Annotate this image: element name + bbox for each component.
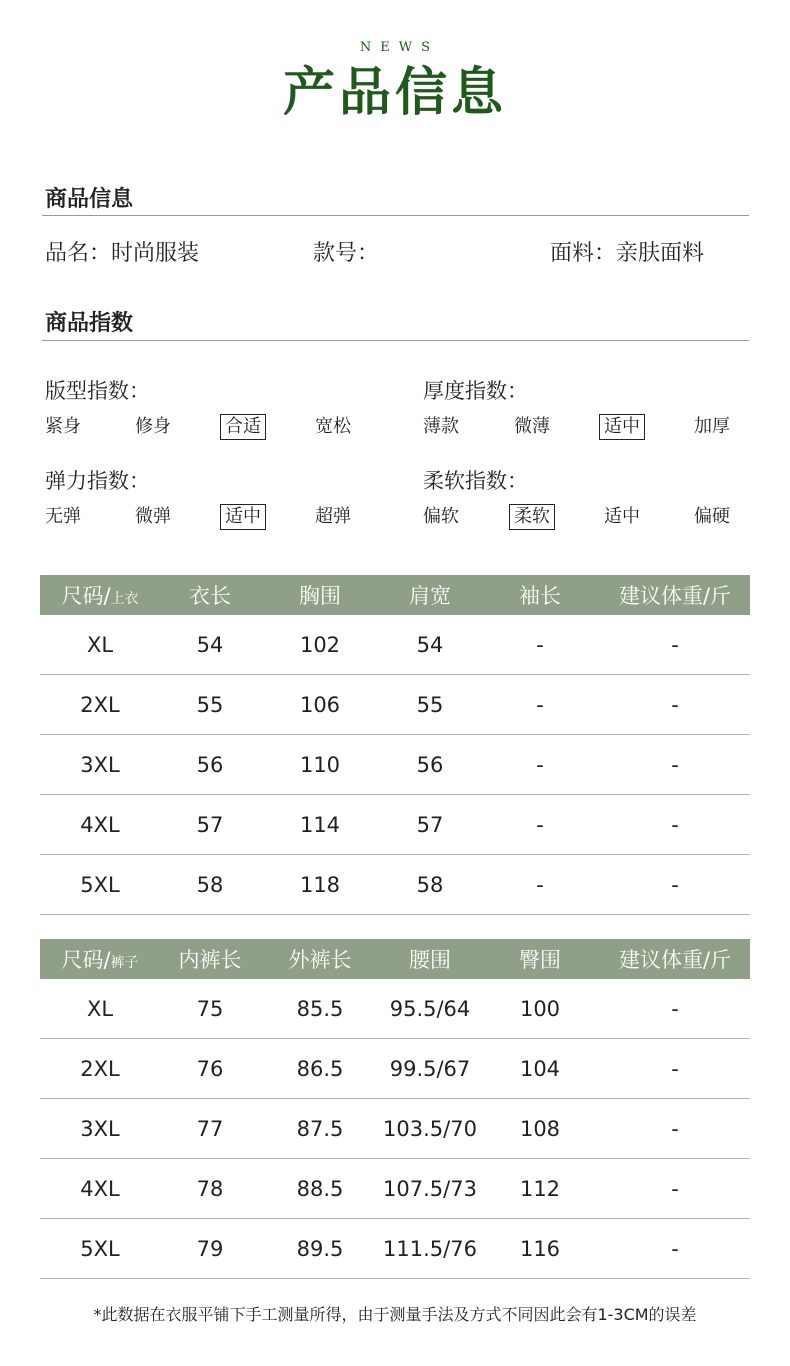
- softness-option-selected: 柔软: [509, 504, 555, 530]
- elasticity-option-selected: 适中: [220, 504, 266, 530]
- fit-option: 宽松: [315, 416, 351, 437]
- table-cell: -: [600, 1159, 750, 1219]
- softness-option: 偏硬: [694, 506, 730, 527]
- fit-option: 修身: [135, 416, 171, 437]
- column-header: 建议体重/斤: [600, 575, 750, 615]
- index-heading: 商品指数: [45, 311, 134, 336]
- elasticity-option: 无弹: [45, 506, 81, 527]
- table-row: [40, 1099, 750, 1159]
- table-row: [40, 795, 750, 855]
- table-cell: -: [600, 855, 750, 915]
- fit-option: 紧身: [45, 416, 81, 437]
- column-header: 建议体重/斤: [600, 939, 750, 979]
- table-cell: -: [600, 1099, 750, 1159]
- fabric: 面料：亲肤面料: [550, 241, 705, 266]
- table-cell: 111.5/76: [380, 1219, 480, 1279]
- table-cell: 112: [480, 1159, 600, 1219]
- table-cell: 77: [160, 1099, 260, 1159]
- column-header: 外裤长: [260, 939, 380, 979]
- table-cell: 57: [160, 795, 260, 855]
- size-column-header: 尺码/上衣: [40, 575, 160, 615]
- table-cell: 55: [160, 675, 260, 735]
- table-cell: 99.5/67: [380, 1039, 480, 1099]
- softness-option: 偏软: [423, 506, 459, 527]
- table-cell: 79: [160, 1219, 260, 1279]
- table-header-row: [40, 575, 750, 615]
- table-row: [40, 675, 750, 735]
- thickness-option: 微薄: [514, 416, 550, 437]
- table-row: [40, 615, 750, 675]
- table-cell: XL: [40, 979, 160, 1039]
- thickness-option: 加厚: [694, 416, 730, 437]
- table-cell: 4XL: [40, 795, 160, 855]
- table-cell: 4XL: [40, 1159, 160, 1219]
- table-cell: -: [480, 795, 600, 855]
- table-cell: -: [600, 795, 750, 855]
- column-header: 肩宽: [380, 575, 480, 615]
- pants-size-table: [40, 939, 750, 1279]
- table-row: [40, 1159, 750, 1219]
- table-cell: 87.5: [260, 1099, 380, 1159]
- table-cell: 89.5: [260, 1219, 380, 1279]
- table-cell: -: [600, 675, 750, 735]
- table-cell: 108: [480, 1099, 600, 1159]
- table-cell: 5XL: [40, 1219, 160, 1279]
- table-header-row: [40, 939, 750, 979]
- thickness-index-title: 厚度指数：: [423, 379, 528, 403]
- news-kicker: NEWS: [359, 40, 440, 55]
- table-row: [40, 979, 750, 1039]
- table-cell: 75: [160, 979, 260, 1039]
- table-row: [40, 1039, 750, 1099]
- table-cell: -: [600, 615, 750, 675]
- column-header: 袖长: [480, 575, 600, 615]
- table-cell: 114: [260, 795, 380, 855]
- table-cell: -: [480, 735, 600, 795]
- column-header: 腰围: [380, 939, 480, 979]
- table-cell: 86.5: [260, 1039, 380, 1099]
- column-header: 内裤长: [160, 939, 260, 979]
- table-cell: 54: [380, 615, 480, 675]
- table-cell: 76: [160, 1039, 260, 1099]
- table-cell: -: [480, 615, 600, 675]
- table-cell: -: [600, 1039, 750, 1099]
- measurement-footnote: *此数据在衣服平铺下手工测量所得，由于测量手法及方式不同因此会有1-3CM的误差: [93, 1305, 697, 1324]
- table-cell: 57: [380, 795, 480, 855]
- column-header: 胸围: [260, 575, 380, 615]
- table-cell: -: [600, 1219, 750, 1279]
- table-cell: XL: [40, 615, 160, 675]
- fit-index-title: 版型指数：: [45, 379, 150, 403]
- style-number: 款号：: [313, 241, 380, 266]
- table-cell: -: [600, 979, 750, 1039]
- elasticity-index-title: 弹力指数：: [45, 469, 150, 493]
- table-cell: 3XL: [40, 1099, 160, 1159]
- softness-index-title: 柔软指数：: [423, 469, 528, 493]
- table-cell: 58: [160, 855, 260, 915]
- table-cell: -: [480, 855, 600, 915]
- column-header: 衣长: [160, 575, 260, 615]
- table-cell: 3XL: [40, 735, 160, 795]
- softness-option: 适中: [604, 506, 640, 527]
- divider: [42, 340, 749, 341]
- table-cell: -: [480, 675, 600, 735]
- table-cell: 55: [380, 675, 480, 735]
- elasticity-option: 超弹: [315, 506, 351, 527]
- table-row: [40, 735, 750, 795]
- table-cell: 54: [160, 615, 260, 675]
- table-cell: 78: [160, 1159, 260, 1219]
- column-header: 臀围: [480, 939, 600, 979]
- table-cell: 110: [260, 735, 380, 795]
- table-cell: 2XL: [40, 675, 160, 735]
- table-cell: 104: [480, 1039, 600, 1099]
- table-cell: 106: [260, 675, 380, 735]
- top-size-table: [40, 575, 750, 915]
- table-cell: 88.5: [260, 1159, 380, 1219]
- table-row: [40, 1219, 750, 1279]
- thickness-option-selected: 适中: [599, 414, 645, 440]
- product-name: 品名：时尚服装: [45, 241, 200, 266]
- table-cell: 103.5/70: [380, 1099, 480, 1159]
- table-cell: 58: [380, 855, 480, 915]
- table-cell: 102: [260, 615, 380, 675]
- table-cell: 56: [160, 735, 260, 795]
- size-column-header: 尺码/裤子: [40, 939, 160, 979]
- table-cell: 2XL: [40, 1039, 160, 1099]
- table-cell: 100: [480, 979, 600, 1039]
- table-cell: 107.5/73: [380, 1159, 480, 1219]
- table-cell: -: [600, 735, 750, 795]
- table-row: [40, 855, 750, 915]
- table-cell: 116: [480, 1219, 600, 1279]
- product-info-heading: 商品信息: [45, 187, 134, 212]
- table-cell: 118: [260, 855, 380, 915]
- thickness-option: 薄款: [423, 416, 459, 437]
- table-cell: 95.5/64: [380, 979, 480, 1039]
- table-cell: 85.5: [260, 979, 380, 1039]
- page-title: 产品信息: [282, 62, 507, 123]
- fit-option-selected: 合适: [220, 414, 266, 440]
- divider: [42, 215, 749, 216]
- elasticity-option: 微弹: [135, 506, 171, 527]
- table-cell: 5XL: [40, 855, 160, 915]
- table-cell: 56: [380, 735, 480, 795]
